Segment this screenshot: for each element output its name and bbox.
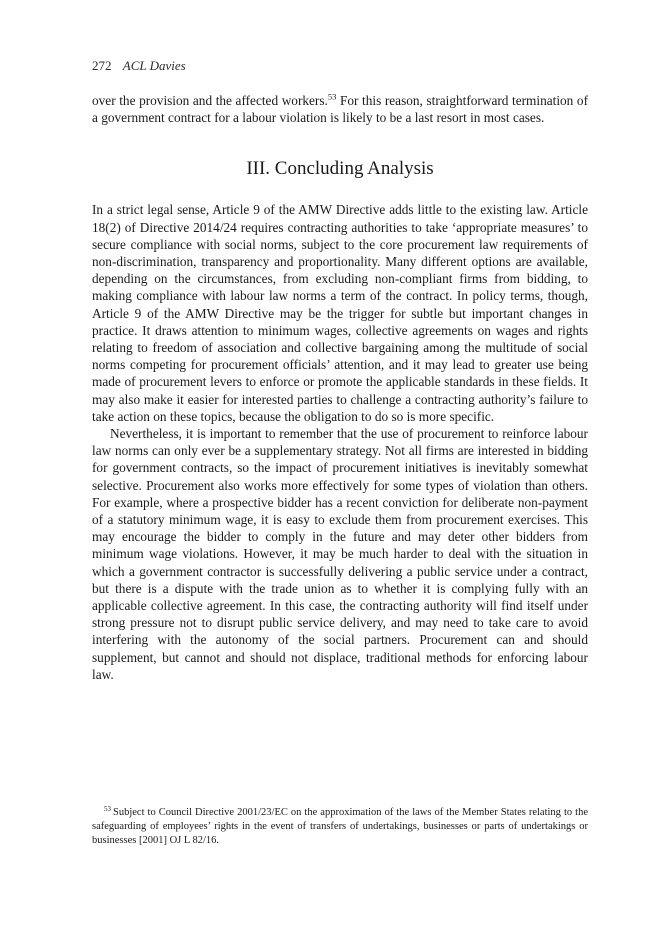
- paragraph-text-after-note: For this reason, straightforward termination of a government contract for a labour violation is likely to be a last resort in most cases.: [92, 93, 588, 126]
- body-paragraph: Nevertheless, it is important to remember that the use of procurement to reinforce labour law norms can only ever be a supplementary strategy. Not all firms are interested in bidding for government contracts, so the impact of procurement initiatives is inevitably somewhat selective. Procurement also works more effectively for some types of violation than others. For example, where a prospective bidder has a recent conviction for deliberate non-payment of a statutory minimum wage, it is easy to exclude them from procurement exercises. This may encourage the bidder to comply in the future and may deter other bidders from minimum wage violations. However, it may be much harder to deal with the situation in which a government contractor is successfully delivering a public service under a contract, but there is a dispute with the trade union as to whether it is complying fully with an applicable collective agreement. In this case, the contracting authority will find itself under strong pressure not to disrupt public service delivery, and may need to take care to avoid interfering with the autonomy of the social partners. Procurement can and should supplement, but cannot and should not displace, traditional methods for enforcing labour law.: [92, 426, 588, 682]
- running-head-author: ACL Davies: [122, 58, 186, 73]
- footnote-number: 53: [104, 804, 111, 813]
- footnote-reference: 53: [327, 91, 337, 102]
- footnote: [92, 806, 588, 848]
- body-paragraph-continued: [92, 92, 588, 126]
- paragraph-text-before-note: over the provision and the affected workers.: [92, 93, 328, 108]
- footnotes: [92, 806, 588, 848]
- page-number: 272: [92, 58, 112, 73]
- section-heading: III. Concluding Analysis: [246, 158, 434, 180]
- book-page: [92, 58, 588, 918]
- footnote-text: Subject to Council Directive 2001/23/EC on the approximation of the laws of the Member States relating to the safeguarding of employees’ rights in the event of transfers of undertakings, businesses or parts of undertakings or businesses [2001] OJ L 82/16.: [92, 807, 588, 846]
- running-head: [92, 58, 588, 74]
- body-paragraph: In a strict legal sense, Article 9 of the AMW Directive adds little to the existing law. Article 18(2) of Directive 2014/24 requires contracting authorities to take ‘appropriate measures’ to secure compliance with social norms, subject to the core procurement law requirements of non-discrimination, transparency and proportionality. Many different options are available, depending on the circumstances, from excluding non-compliant firms from bidding, to making compliance with labour law norms a term of the contract. In policy terms, though, Article 9 of the AMW Directive may be the trigger for subtle but important changes in practice. It draws attention to minimum wages, collective agreements on wages and rights relating to freedom of association and collective bargaining among the multitude of social norms competing for procurement officials’ attention, and it may lead to greater use being made of procurement levers to enforce or promote the applicable standards in these fields. It may also make it easier for interested parties to challenge a contracting authority’s failure to take action on these topics, because the obligation to do so is more specific.: [92, 202, 588, 424]
